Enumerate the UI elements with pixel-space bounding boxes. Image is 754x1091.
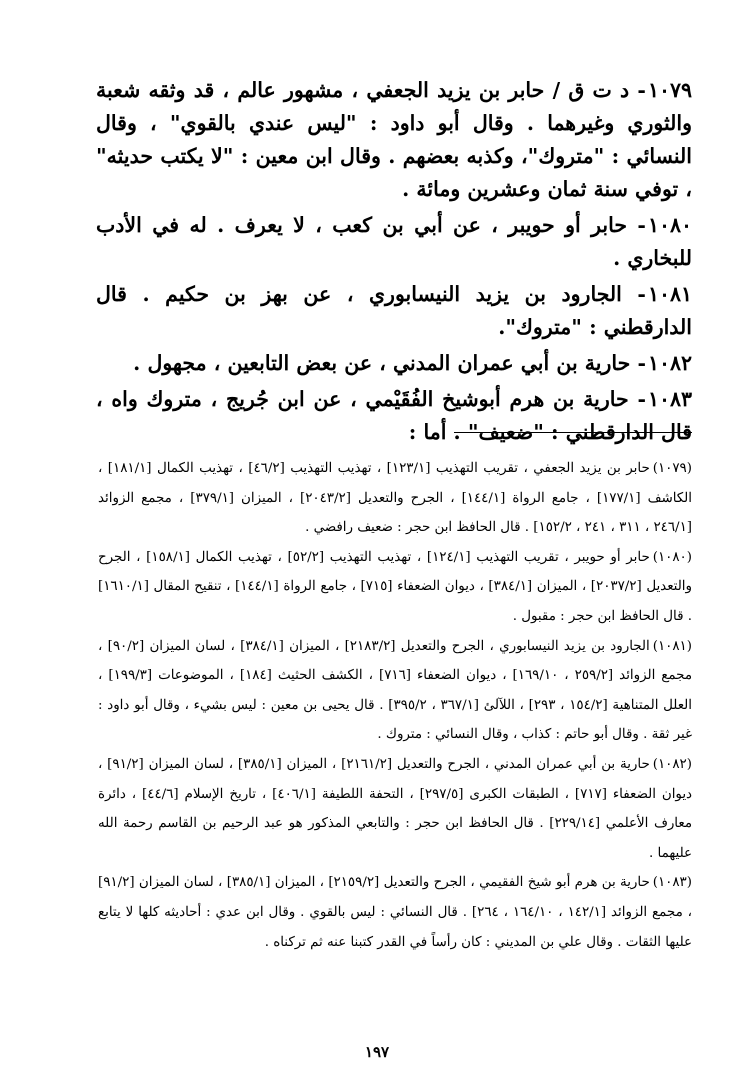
footnote-1079 [98, 454, 692, 543]
entry-text: - الجارود بن يزيد النيسابوري ، عن بهز بن حكيم . قال الدارقطني : "متروك". [96, 282, 692, 339]
footnote-text: حارية بن هرم أبو شيخ الفقيمي ، الجرح والتعديل [٢١٥٩/٢] ، الميزان [٣٨٥/١] ، لسان الميزان [٩١/٢] ، مجمع الزوائد [١٤٢/١ ، ١٦٤/١٠ ، ٢٦٤] . قال النسائي : ليس بالقوي . وقال ابن عدي : أحاديثه كلها لا يتابع عليها الثقات . وقال علي بن المديني : كان رأساً في القدر كتبنا عنه ثم تركناه . [98, 875, 692, 950]
footnote-divider [454, 432, 692, 433]
entry-number: ١٠٨٣ [647, 387, 692, 411]
entry-1080 [96, 209, 692, 275]
entry-1082 [96, 347, 692, 380]
entry-text: - حارية بن أبي عمران المدني ، عن بعض التابعين ، مجهول . [133, 351, 646, 375]
footnote-1082 [98, 750, 692, 868]
main-text [96, 74, 692, 452]
footnote-text: حابر بن يزيد الجعفي ، تقريب التهذيب [١٢٣/١] ، تهذيب التهذيب [٤٦/٢] ، تهذيب الكمال [١٨١/١] ، الكاشف [١٧٧/١] ، جامع الرواة [١٤٤/١] ، الجرح والتعديل [٢٠٤٣/٢] ، الميزان [٣٧٩/١] ، مجمع الزوائد [٢٤٦/١ ، ٣١١ ، ٢٤١ ، ١٥٢/٢] . قال الحافظ ابن حجر : ضعيف رافضي . [98, 461, 692, 536]
entry-number: ١٠٨٠ [647, 213, 692, 237]
footnotes [98, 454, 692, 957]
footnote-text: الجارود بن يزيد النيسابوري ، الجرح والتعديل [٢١٨٣/٢] ، الميزان [٣٨٤/١] ، لسان الميزان [٩٠/٢] ، مجمع الزوائد [٢٥٩/٢ ، ١٦٩/١٠] ، ديوان الضعفاء [٧١٦] ، الكشف الحثيث [١٨٤] ، الموضوعات [١٩٩/٣] ، العلل المتناهية [١٥٤/٢ ، ٢٩٣] ، اللآلئ [٣٦٧/١ ، ٣٩٥/٢] . قال يحيى بن معين : ليس بشيء ، وقال أبو داود : غير ثقة . وقال أبو حاتم : كذاب ، وقال النسائي : متروك . [98, 638, 692, 743]
footnote-text: حابر أو حويبر ، تقريب التهذيب [١٢٤/١] ، تهذيب التهذيب [٥٢/٢] ، تهذيب الكمال [١٥٨/١] ، الجرح والتعديل [٢٠٣٧/٢] ، الميزان [٣٨٤/١] ، ديوان الضعفاء [٧١٥] ، جامع الرواة [١٤٤/١] ، تنقيح المقال [١٦١٠/١] . قال الحافظ ابن حجر : مقبول . [98, 549, 692, 624]
footnote-number: (١٠٨١) [652, 638, 692, 654]
footnote-number: (١٠٨٢) [652, 756, 692, 772]
entry-number: ١٠٨١ [647, 282, 692, 306]
footnote-1080 [98, 543, 692, 632]
footnote-number: (١٠٨٣) [652, 875, 692, 891]
footnote-number: (١٠٨٠) [652, 549, 692, 565]
footnote-1081 [98, 632, 692, 750]
footnote-number: (١٠٧٩) [652, 461, 692, 476]
page-number: ١٩٧ [364, 1043, 390, 1061]
entry-text: - حارية بن هرم أبوشيخ الفُقَيْمي ، عن ابن جُريج ، متروك واه ، قال الدارقطني : "ضعيف" . أما : [96, 387, 692, 444]
entry-number: ١٠٧٩ [647, 78, 692, 102]
footnote-text: حارية بن أبي عمران المدني ، الجرح والتعديل [٢١٦١/٢] ، الميزان [٣٨٥/١] ، لسان الميزان [٩١/٢] ، ديوان الضعفاء [٧١٧] ، الطبقات الكبرى [٢٩٧/٥] ، التحفة اللطيفة [٤٠٦/١] ، تاريخ الإسلام [٤٤/٦] ، دائرة معارف الأعلمي [٢٢٩/١٤] . قال الحافظ ابن حجر : والتابعي المذكور هو عبد الرحيم بن القاسم رحمة الله عليهما . [98, 756, 693, 861]
footnote-1083 [98, 868, 692, 957]
entry-text: - حابر أو حويبر ، عن أبي بن كعب ، لا يعرف . له في الأدب للبخاري . [96, 213, 692, 270]
entry-text: - د ت ق / حابر بن يزيد الجعفي ، مشهور عالم ، قد وثقه شعبة والثوري وغيرهما . وقال أبو داود : "ليس عندي بالقوي" ، وقال النسائي : "متروك"، وكذبه بعضهم . وقال ابن معين : "لا يكتب حديثه" ، توفي سنة ثمان وعشرين ومائة . [96, 78, 692, 201]
entry-number: ١٠٨٢ [647, 351, 692, 375]
entry-1083 [96, 383, 692, 449]
entry-1079 [96, 74, 692, 206]
entry-1081 [96, 278, 692, 344]
